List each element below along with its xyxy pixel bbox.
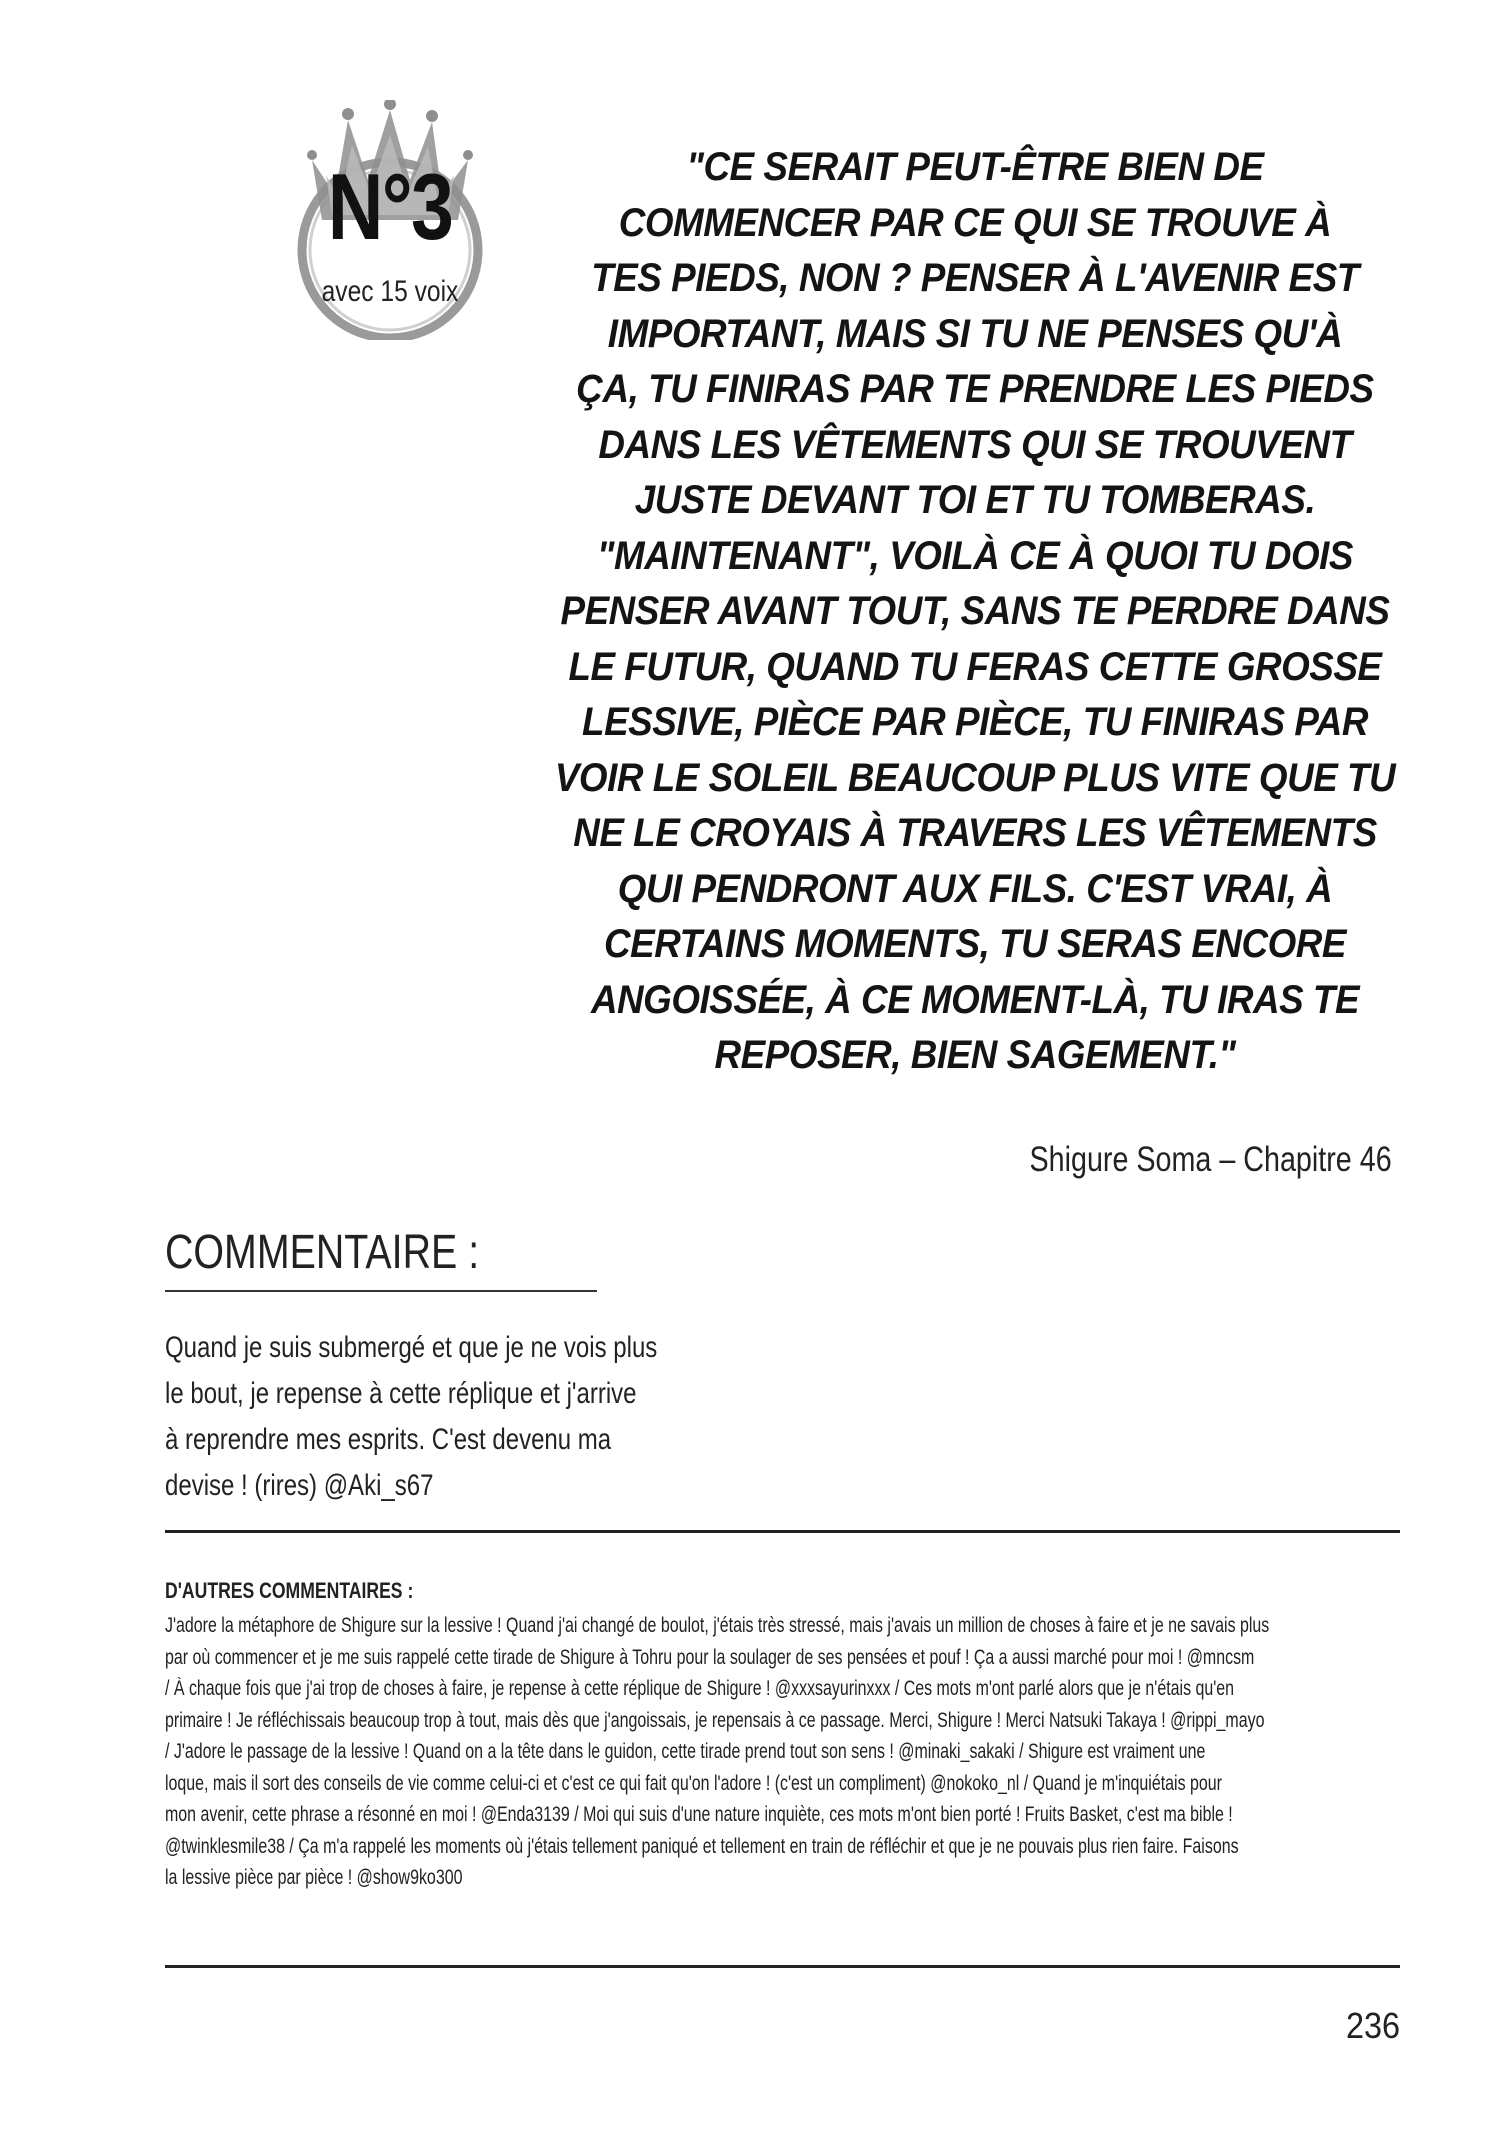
other-comments-line: par où commencer et je me suis rappelé cette tirade de Shigure à Tohru pour la soulager de ses pensées et pouf ! Ça a aussi marché pour moi ! @mncsm xyxy=(165,1645,1255,1669)
other-comments-line: la lessive pièce par pièce ! @show9ko300 xyxy=(165,1866,463,1889)
quote-line: "CE SERAIT PEUT-ÊTRE BIEN DE xyxy=(686,145,1264,189)
quote-line: VOIR LE SOLEIL BEAUCOUP PLUS VITE QUE TU xyxy=(554,755,1396,800)
quote-line: TES PIEDS, NON ? PENSER À L'AVENIR EST xyxy=(591,256,1359,300)
other-comments-heading: D'AUTRES COMMENTAIRES : xyxy=(165,1578,414,1603)
other-comments-line: mon avenir, cette phrase a résonné en moi ! @Enda3139 / Moi qui suis d'une nature inquiète, ces mots m'ont bien porté ! Fruits Basket, c'est ma bible ! xyxy=(165,1803,1233,1826)
quote-line: LESSIVE, PIÈCE PAR PIÈCE, TU FINIRAS PAR xyxy=(582,700,1368,744)
quote-line: "MAINTENANT", VOILÀ CE À QUOI TU DOIS xyxy=(597,533,1353,578)
quote-line: PENSER AVANT TOUT, SANS TE PERDRE DANS xyxy=(560,589,1390,633)
section-divider xyxy=(165,1965,1400,1968)
other-comments-line: J'adore la métaphore de Shigure sur la lessive ! Quand j'ai changé de boulot, j'étais très stressé, mais j'avais un million de choses à faire et je ne savais plus xyxy=(165,1614,1270,1637)
quote-attribution: Shigure Soma – Chapitre 46 xyxy=(1029,1140,1392,1179)
rank-badge xyxy=(240,100,500,340)
vote-count: avec 15 voix xyxy=(321,275,459,308)
quote-block xyxy=(510,140,1440,1084)
other-comments-line: @twinklesmile38 / Ça m'a rappelé les moments où j'étais tellement paniqué et tellement en train de réfléchir et que je ne pouvais plus rien faire. Faisons xyxy=(165,1834,1239,1858)
comment-text xyxy=(165,1325,658,1509)
quote-line: ANGOISSÉE, À CE MOMENT-LÀ, TU IRAS TE xyxy=(590,977,1360,1022)
quote-line: IMPORTANT, MAIS SI TU NE PENSES QU'À xyxy=(607,311,1343,356)
quote-line: CERTAINS MOMENTS, TU SERAS ENCORE xyxy=(603,922,1347,966)
other-comments-line: loque, mais il sort des conseils de vie comme celui-ci et c'est ce qui fait qu'on l'adore ! (c'est un compliment) @nokoko_nl / Quand je m'inquiétais pour xyxy=(165,1771,1222,1795)
comment-line: devise ! (rires) @Aki_s67 xyxy=(165,1469,434,1502)
comment-line: à reprendre mes esprits. C'est devenu ma xyxy=(165,1423,612,1456)
other-comments-line: primaire ! Je réfléchissais beaucoup trop à tout, mais dès que j'angoissais, je repensais à ce passage. Merci, Shigure ! Merci Natsuki Takaya ! @rippi_mayo xyxy=(165,1708,1265,1732)
quote-line: ÇA, TU FINIRAS PAR TE PRENDRE LES PIEDS xyxy=(576,367,1374,411)
page-number: 236 xyxy=(1345,2005,1400,2046)
quote-line: NE LE CROYAIS À TRAVERS LES VÊTEMENTS xyxy=(573,811,1377,855)
comment-line: Quand je suis submergé et que je ne vois plus xyxy=(165,1331,658,1364)
other-comments-line: / À chaque fois que j'ai trop de choses à faire, je repense à cette réplique de Shigure ! @xxxsayurinxxx / Ces mots m'ont parlé alors que je n'étais qu'en xyxy=(165,1677,1235,1700)
other-comments-text xyxy=(165,1610,1400,1894)
quote-line: DANS LES VÊTEMENTS QUI SE TROUVENT xyxy=(598,422,1352,467)
comment-heading: COMMENTAIRE : xyxy=(165,1226,480,1279)
comment-line: le bout, je repense à cette réplique et j'arrive xyxy=(165,1377,637,1410)
quote-line: LE FUTUR, QUAND TU FERAS CETTE GROSSE xyxy=(568,644,1382,689)
quote-line: JUSTE DEVANT TOI ET TU TOMBERAS. xyxy=(634,478,1316,522)
other-comments-line: / J'adore le passage de la lessive ! Quand on a la tête dans le guidon, cette tirade prend tout son sens ! @minaki_sakaki / Shigure est vraiment une xyxy=(165,1740,1206,1763)
rank-number: N°3 xyxy=(327,154,453,259)
section-divider xyxy=(165,1530,1400,1533)
quote-line: REPOSER, BIEN SAGEMENT." xyxy=(714,1033,1236,1077)
quote-line: QUI PENDRONT AUX FILS. C'EST VRAI, À xyxy=(617,866,1333,911)
quote-line: COMMENCER PAR CE QUI SE TROUVE À xyxy=(618,200,1332,245)
heading-underline xyxy=(165,1290,597,1292)
